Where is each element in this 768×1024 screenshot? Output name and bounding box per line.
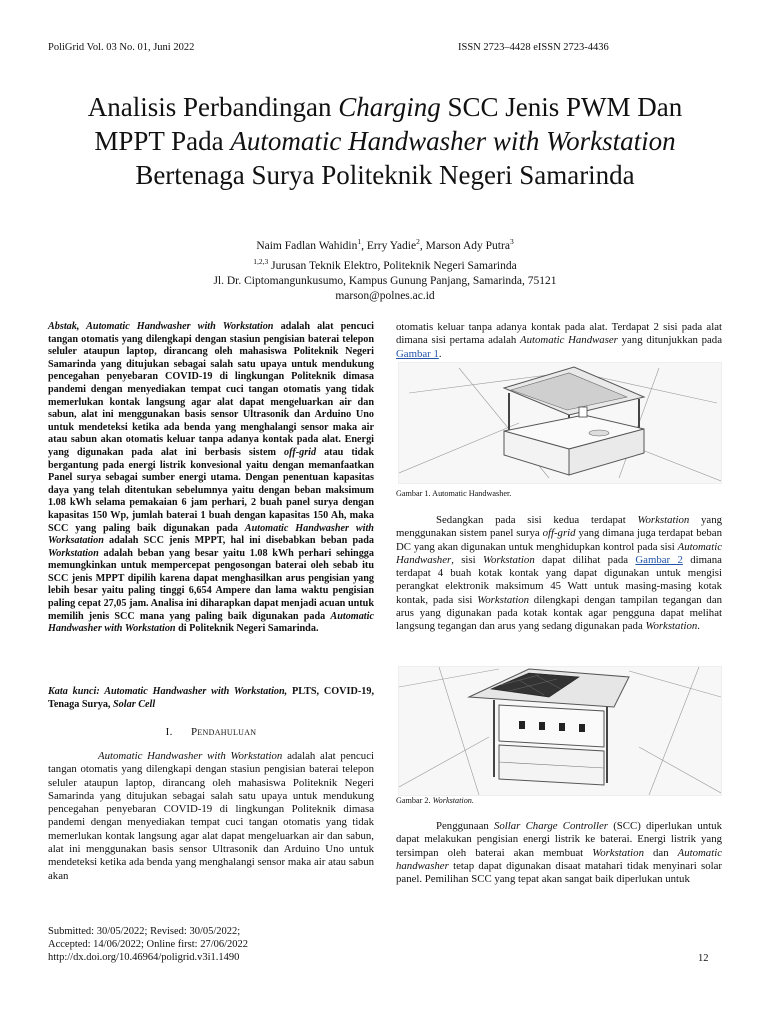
affiliation: $^{1,2,3}$ Jurusan Teknik Elektro, Politeknik Negeri Samarinda [253, 256, 517, 272]
address: Jl. Dr. Ciptomangunkusumo, Kampus Gunung Panjang, Samarinda, 75121 [213, 274, 557, 287]
email: marson@polnes.ac.id [335, 289, 435, 302]
footer-line-1: Submitted: 30/05/2022; Revised: 30/05/2022; [48, 926, 241, 937]
figure-1-link[interactable]: Gambar 1 [396, 347, 439, 360]
handwasher-drawing [399, 363, 721, 483]
intro-paragraph: Automatic Handwasher with Workstation adalah alat pencuci tangan otomatis yang dilengkapi dengan stasiun pengisian baterai telepon seluler ataupun laptop, dirancang oleh mahasiswa Politeknik Negeri Samarinda yang ditujukan sebagai salah satu upaya untuk mendukung pencegahan penyebaran COVID-19 di lingkungan Politeknik dimasa pandemi dengan menyediakan tempat cuci tangan otomatis yang tidak memerlukan kontak langsung agar alat dapat mengeluarkan air dan sabun, alat ini menggunakan basis sensor Ultrasonik dan Arduino Uno untuk mendeteksi ketika ada benda yang menghalangi sensor maka air atau sabun akan [48, 750, 374, 882]
paper-title: Analisis Perbandingan Charging SCC Jenis PWM Dan MPPT Pada Automatic Handwasher with Workstation Bertenaga Surya Politeknik Negeri Samarinda [87, 92, 683, 190]
figure-2-caption: Gambar 2. Workstation. [396, 796, 474, 805]
figure-1-image [398, 362, 722, 484]
right-paragraph-3: Penggunaan Sollar Charge Controller (SCC) diperlukan untuk dapat melakukan pengisian energi listrik ke baterai. Energi listrik yang tersimpan oleh baterai akan membuat Workstation dan Automatic handwasher tetap dapat digunakan disaat matahari tidak menyinari solar panel. Pemilihan SCC yang tepat akan sangat baik diperlukan untuk [396, 820, 722, 886]
figure-1-caption: Gambar 1. Automatic Handwasher. [396, 489, 512, 498]
keywords: Kata kunci: Automatic Handwasher with Workstation, PLTS, COVID-19, Tenaga Surya, Solar Cell [48, 686, 374, 710]
workstation-drawing [399, 667, 721, 795]
author-names: Naim Fadlan Wahidin$^1$, Erry Yadie$^2$, Marson Ady Putra$^3$ [256, 237, 514, 252]
issn-header: ISSN 2723–4428 eISSN 2723-4436 [458, 42, 609, 53]
right-paragraph-2: Sedangkan pada sisi kedua terdapat Workstation yang menggunakan sistem panel surya off-grid yang dimana juga terdapat beban DC yang akan digunakan untuk menghidupkan kontrol pada sisi Automatic Handwasher, sisi Workstation dapat dilihat pada Gambar 2 dimana terdapat 4 buah kotak kontak yang dapat digunakan untuk mengisi perangkat elektronik maksimum 45 Watt untuk masing-masing kotak kontak, pada sisi Workstation dilengkapi dengan tampilan tegangan dan arus yang digunakan pada kotak kontak agar pengguna dapat melihat langsung tegangan dan arus yang sedang digunakan pada Workstation. [396, 514, 723, 633]
right-paragraph-1: otomatis keluar tanpa adanya kontak pada alat. Terdapat 2 sisi pada alat dimana sisi pertama adalah Automatic Handwaser yang ditunjukkan pada Gambar 1. [396, 321, 722, 360]
footer-line-2: Accepted: 14/06/2022; Online first: 27/06/2022 [48, 939, 249, 950]
author-block [60, 234, 710, 304]
abstract: Abstak, Automatic Handwasher with Workstation adalah alat pencuci tangan otomatis yang dilengkapi dengan stasiun pengisian baterai telepon seluler ataupun laptop, dirancang oleh mahasiswa Politeknik Negeri Samarinda yang ditujukan sebagai salah satu upaya untuk mendukung pencegahan penyebaran COVID-19 di lingkungan Politeknik dimasa pandemi dengan menyediakan tempat cuci tangan otomatis yang tidak memerlukan kontak langsung agar alat dapat mengeluarkan air dan sabun, alat ini menggunakan basis sensor Ultrasonik dan Arduino Uno untuk mendeteksi ketika ada benda yang menghalangi sensor maka air atau sabun akan otomatis keluar tanpa adanya kontak pada alat. Energi yang digunakan pada alat ini berbasis sistem off-grid atau tidak bergantung pada energi listrik konvesional yaitu dengan memanfaatkan Panel surya sebagai sumber energi utama. Dengan penentuan kapasitas daya yang telah ditentukan sebelumnya yaitu dengan beban maksimum 1.08 kWh selama pemakaian 6 jam perhari, 2 buah panel surya dengan kapasitas 150 Wp, jumlah baterai 1 buah dengan kapasitas 150 Ah, maka SCC yang paling baik digunakan pada Automatic Handwasher with Worksatation adalah SCC jenis MPPT, hal ini disebabkan beban pada Workstation adalah beban yang besar yaitu 1.08 kWh perhari sehingga memungkinkan untuk mempercepat pengosongan baterai oleh sebab itu SCC jenis MPPT dipilih karena dapat menghasilkan arus pengisian yang lebih besar yaitu paling tinggi 6,654 Ampere dan lama waktu pengisian paling cepat 27,05 jam. Analisa ini diharapkan dapat menjadi acuan untuk memilih jenis SCC mana yang paling baik digunakan pada Automatic Handwasher with Workstation di Politeknik Negeri Samarinda. [48, 321, 375, 635]
figure-2-link[interactable]: Gambar 2 [635, 553, 683, 566]
journal-header: PoliGrid Vol. 03 No. 01, Juni 2022 [48, 42, 195, 53]
page-number: 12 [698, 953, 709, 964]
doi-link[interactable]: http://dx.doi.org/10.46964/poligrid.v3i1.1490 [48, 952, 240, 963]
submission-footer [48, 925, 248, 964]
figure-2-image [398, 666, 722, 796]
section-heading: I. Pendahuluan [165, 726, 257, 738]
